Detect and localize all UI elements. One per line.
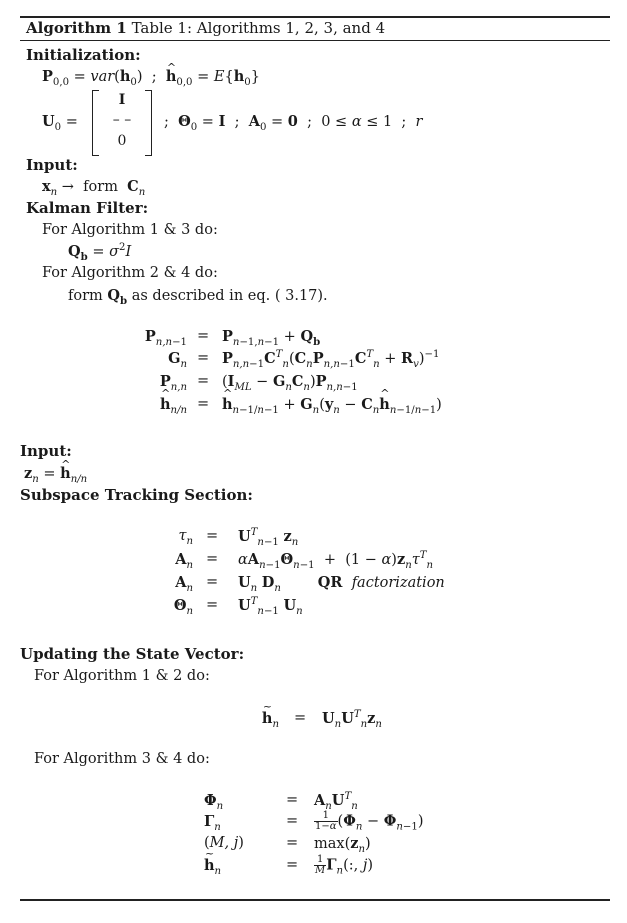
init-line-2-lhs: $U_0$ = <box>42 113 78 133</box>
input-1-line: $x_n$ → form $C_n$ <box>42 178 146 198</box>
algorithm-caption <box>26 19 385 37</box>
matrix-top: I <box>118 92 126 108</box>
section-subspace: Subspace Tracking Section: <box>20 486 253 504</box>
init-line-1: $P_{0,0} = var(h_0)$ ; ^ $h_{0,0} = E\{h_0\}$ <box>42 68 260 86</box>
section-kalman: Kalman Filter: <box>26 199 149 217</box>
caption-rule <box>20 40 610 41</box>
matrix-bot: 0 <box>117 133 127 149</box>
qb-sigma-line: $Q_b = \sigma^2I$ <box>68 242 132 263</box>
update-equation-12: ~ $h_n$ = $U_nU^T_nz_n$ <box>0 710 627 730</box>
for-alg-24: For Algorithm 2 & 4 do: <box>42 265 218 281</box>
for-alg-34: For Algorithm 3 & 4 do: <box>34 751 210 767</box>
section-input-2: Input: <box>20 442 72 460</box>
top-rule <box>20 16 610 18</box>
factorization-word: factorization <box>351 575 445 591</box>
form-qb-word: form <box>68 288 103 304</box>
kalman-equations: $P_{n,n-1}$ = $P_{n-1,n-1} + Q_b$ $G_n$ = $P_{n,n-1}C^T_n(C_nP_{n,n-1}C^T_n + R_v)^{-1}$ $P_{n,n}$ = $(I_{ML} - G_nC_n)P_{n,n-1}$ ^ $h_{n/n}$ = ^ $h_{n-1/n-1} + G_n(y_n$ − $C_n\^{}$ $h_{n-1/n-1}$) <box>0 328 627 428</box>
subspace-equations: $\tau_n$ = $U^T_{n-1}$ $z_n$ $A_n$ = $\alpha A_{n-1}\Theta_{n-1} + (1 - \alpha)z_n\tau^T_n$ $A_n$ = $U_n$ $D_n$ QR factorization $\Theta_n$ = $U^T_{n-1}$ $U_n$ <box>173 527 445 617</box>
form-qb-line: form $Q_b$ as described in eq. ( 3.17). <box>68 287 328 307</box>
table-caption: Table 1: Algorithms 1, 2, 3, and 4 <box>131 19 386 37</box>
algorithm-label: Algorithm 1 <box>26 19 127 37</box>
section-update: Updating the State Vector: <box>20 645 245 663</box>
for-alg-13: For Algorithm 1 & 3 do: <box>42 222 218 238</box>
qr-word: QR <box>317 574 343 591</box>
section-initialization: Initialization: <box>26 46 141 64</box>
init-matrix <box>92 90 152 154</box>
described-text: as described in eq. ( 3.17). <box>131 288 328 304</box>
bottom-rule <box>20 899 610 901</box>
for-alg-12: For Algorithm 1 & 2 do: <box>34 668 210 684</box>
form-word: form <box>83 179 118 195</box>
matrix-mid: – – <box>112 112 132 128</box>
update-equations-34: $\Phi_n$ = $A_nU^T_n$ $\Gamma_n$ = $\frac{1}{1-\alpha}$ $(\Phi_n - \Phi_{n-1})$ (M, j) = $\max(z_n)$ ~ $h_n$ = $\frac{1}{M}$ $\Gamma_n$(:, j) <box>0 792 627 892</box>
section-input-1: Input: <box>26 156 78 174</box>
init-line-2-rhs: ; $\Theta_0 = I$ ; $A_0 = 0$ ; 0 ≤ α ≤ 1 ; r <box>164 113 423 133</box>
input-2-line: $z_n$ = ^ $h_{n/n}$ <box>24 465 87 483</box>
